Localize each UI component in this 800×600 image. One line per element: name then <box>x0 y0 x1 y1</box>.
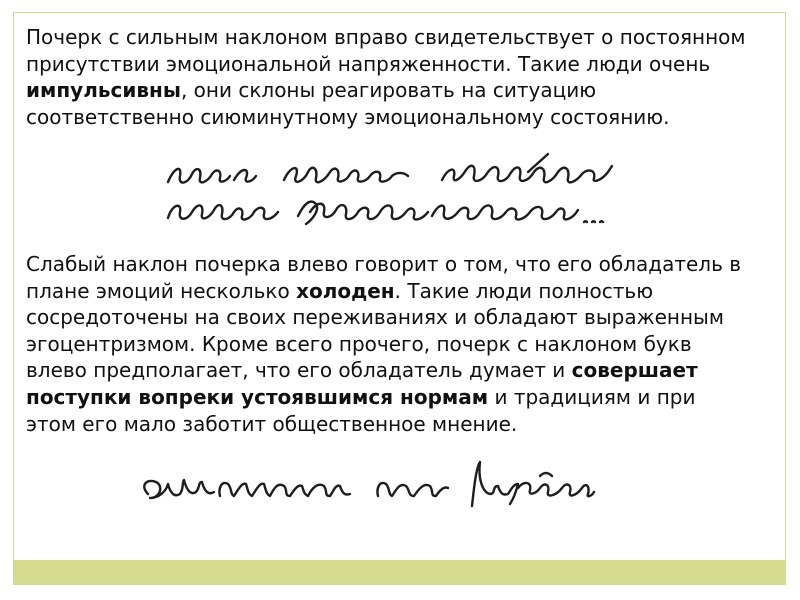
paragraph-left-slant-bold-1: холоден <box>296 278 395 303</box>
paragraph-left-slant <box>26 251 746 437</box>
paragraph-left-slant-bold-2: совершает поступки вопреки устоявшимся нормам <box>26 358 698 409</box>
handwriting-sample-left-slant <box>138 458 598 538</box>
paragraph-left-slant-text-end: и традициям и при этом его мало заботит общественное мнение. <box>26 384 696 436</box>
paragraph-right-slant-text: Почерк с сильным наклоном вправо свидетельствует о постоянном присутствии эмоциональной напряженности. Такие люди очень <box>26 25 746 76</box>
paragraph-right-slant <box>26 24 746 130</box>
handwriting-sample-right-slant <box>160 150 630 240</box>
paragraph-left-slant-text-middle: . Такие люди полностью сосредоточены на своих переживаниях и обладают выраженным эгоцентризмом. Кроме всего прочего, почерк с наклоном букв влево предполагает, что его обладатель думает и <box>26 278 724 383</box>
paragraph-right-slant-text-end: , они склоны реагировать на ситуацию соответственно сиюминутному эмоциональному состоянию. <box>26 78 670 129</box>
paragraph-left-slant-text: Слабый наклон почерка влево говорит о том, что его обладатель в плане эмоций несколько <box>26 252 742 303</box>
footer-bar <box>14 560 786 585</box>
paragraph-right-slant-bold: импульсивны <box>26 78 181 103</box>
